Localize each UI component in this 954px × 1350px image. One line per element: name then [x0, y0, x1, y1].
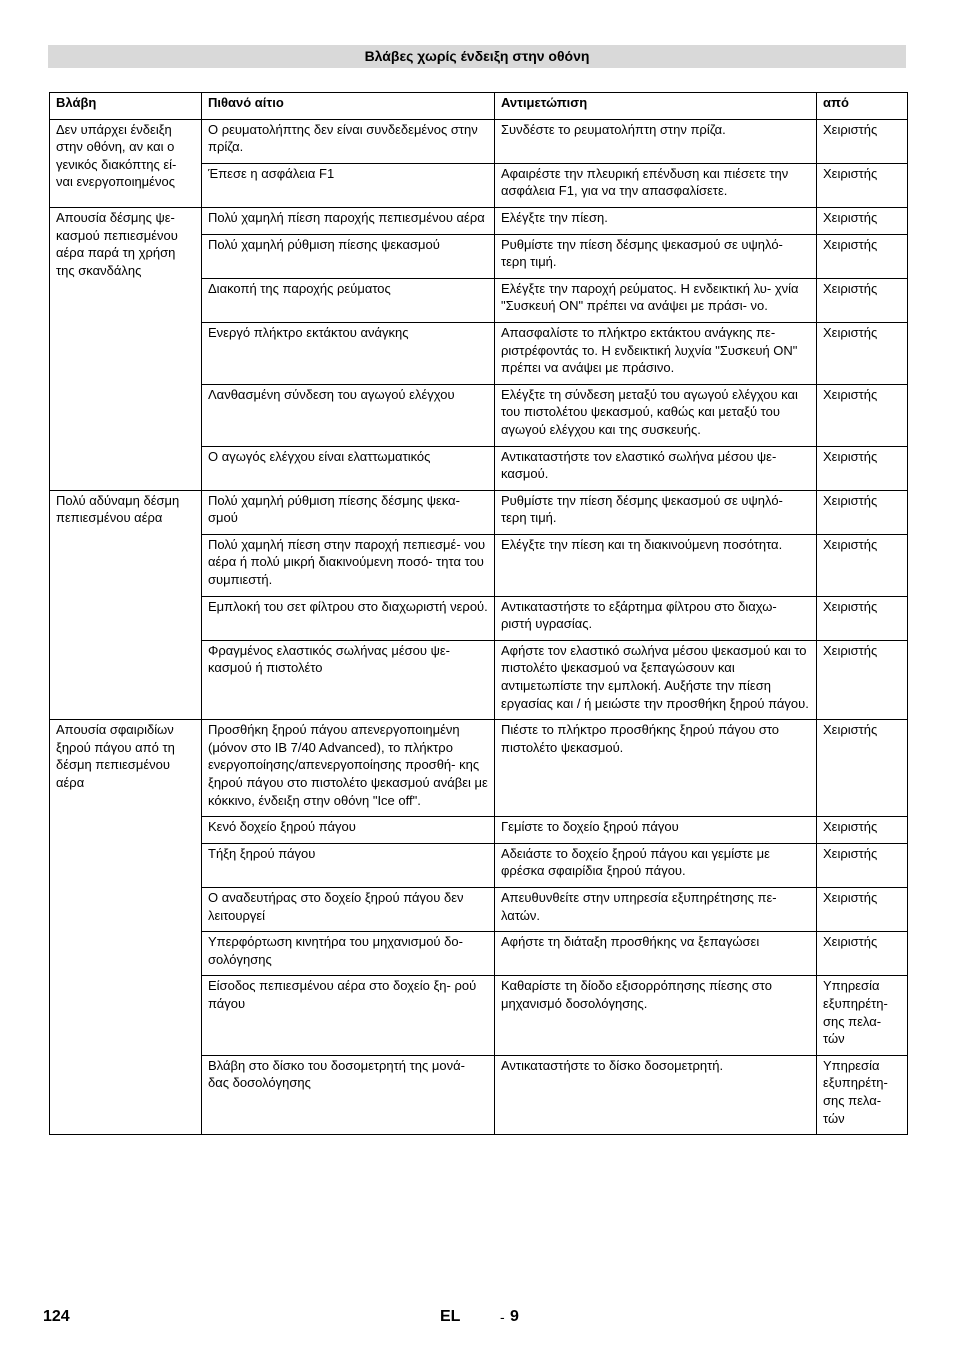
table-row	[50, 720, 908, 817]
language-code: EL	[440, 1308, 461, 1325]
cause-cell: Έπεσε η ασφάλεια F1	[202, 163, 495, 207]
remedy-cell: Πιέστε το πλήκτρο προσθήκης ξηρού πάγου στο πιστολέτο ψεκασμού.	[495, 720, 817, 817]
by-cell: Χειριστής	[817, 720, 908, 817]
by-cell: Χειριστής	[817, 446, 908, 490]
cause-cell: Διακοπή της παροχής ρεύματος	[202, 278, 495, 322]
header-cause: Πιθανό αίτιο	[202, 93, 495, 120]
table-row	[50, 119, 908, 163]
cause-cell: Κενό δοχείο ξηρού πάγου	[202, 817, 495, 844]
by-cell: Χειριστής	[817, 119, 908, 163]
cause-cell: Υπερφόρτωση κινητήρα του μηχανισμού δο- σολόγησης	[202, 932, 495, 976]
fault-cell: Δεν υπάρχει ένδειξη στην οθόνη, αν και ο γενικός διακόπτης εί- ναι ενεργοποιημένος	[50, 119, 202, 207]
remedy-cell: Γεμίστε το δοχείο ξηρού πάγου	[495, 817, 817, 844]
cause-cell: Είσοδος πεπιεσμένου αέρα στο δοχείο ξη- ρού πάγου	[202, 976, 495, 1055]
cause-cell: Βλάβη στο δίσκο του δοσομετρητή της μονά- δας δοσολόγησης	[202, 1055, 495, 1134]
fault-cell: Πολύ αδύναμη δέσμη πεπιεσμένου αέρα	[50, 490, 202, 720]
by-cell: Χειριστής	[817, 278, 908, 322]
sub-page-number: 9	[510, 1308, 519, 1325]
cause-cell: Πολύ χαμηλή πίεση παροχής πεπιεσμένου αέρα	[202, 207, 495, 234]
section-title: Βλάβες χωρίς ένδειξη στην οθόνη	[48, 45, 906, 68]
by-cell: Χειριστής	[817, 490, 908, 534]
header-by: από	[817, 93, 908, 120]
by-cell: Χειριστής	[817, 596, 908, 640]
by-cell: Χειριστής	[817, 163, 908, 207]
header-fault: Βλάβη	[50, 93, 202, 120]
remedy-cell: Ελέγξτε την πίεση και τη διακινούμενη ποσότητα.	[495, 534, 817, 596]
remedy-cell: Απασφαλίστε το πλήκτρο εκτάκτου ανάγκης πε- ριστρέφοντάς το. Η ενδεικτική λυχνία "Συσκευή ON" πρέπει να ανάψει με πράσινο.	[495, 322, 817, 384]
remedy-cell: Ελέγξτε την πίεση.	[495, 207, 817, 234]
by-cell: Χειριστής	[817, 817, 908, 844]
footer-separator: -	[500, 1309, 505, 1325]
by-cell: Χειριστής	[817, 887, 908, 931]
remedy-cell: Αφήστε τον ελαστικό σωλήνα μέσου ψεκασμού και το πιστολέτο ψεκασμού να ξεπαγώσουν και αντιμετωπίστε την εμπλοκή. Αυξήστε την πίεση εργασίας και / ή μειώστε την προσθήκη ξηρού πάγου.	[495, 640, 817, 719]
remedy-cell: Συνδέστε το ρευματολήπτη στην πρίζα.	[495, 119, 817, 163]
header-remedy: Αντιμετώπιση	[495, 93, 817, 120]
remedy-cell: Ελέγξτε τη σύνδεση μεταξύ του αγωγού ελέγχου και του πιστολέτου ψεκασμού, καθώς και μεταξύ του αγωγού ελέγχου και της συσκευής.	[495, 384, 817, 446]
cause-cell: Φραγμένος ελαστικός σωλήνας μέσου ψε- κασμού ή πιστολέτο	[202, 640, 495, 719]
by-cell: Χειριστής	[817, 843, 908, 887]
by-cell: Χειριστής	[817, 534, 908, 596]
cause-cell: Προσθήκη ξηρού πάγου απενεργοποιημένη (μόνον στο IB 7/40 Advanced), το πλήκτρο ενεργοποίησης/απενεργοποίησης προσθή- κης ξηρού πάγου στο πιστολέτο ψεκασμού ανάβει με κόκκινο, ένδειξη στην οθόνη "Ice off".	[202, 720, 495, 817]
by-cell: Χειριστής	[817, 207, 908, 234]
by-cell: Υπηρεσία εξυπηρέτη- σης πελα- τών	[817, 976, 908, 1055]
cause-cell: Εμπλοκή του σετ φίλτρου στο διαχωριστή νερού.	[202, 596, 495, 640]
cause-cell: Πολύ χαμηλή ρύθμιση πίεσης ψεκασμού	[202, 234, 495, 278]
remedy-cell: Απευθυνθείτε στην υπηρεσία εξυπηρέτησης πε- λατών.	[495, 887, 817, 931]
fault-cell: Απουσία δέσμης ψε- κασμού πεπιεσμένου αέρα παρά τη χρήση της σκανδάλης	[50, 207, 202, 490]
remedy-cell: Ρυθμίστε την πίεση δέσμης ψεκασμού σε υψηλό- τερη τιμή.	[495, 234, 817, 278]
by-cell: Υπηρεσία εξυπηρέτη- σης πελα- τών	[817, 1055, 908, 1134]
remedy-cell: Ελέγξτε την παροχή ρεύματος. Η ενδεικτική λυ- χνία "Συσκευή ON" πρέπει να ανάψει με πράσι- νο.	[495, 278, 817, 322]
fault-cell: Απουσία σφαιριδίων ξηρού πάγου από τη δέσμη πεπιεσμένου αέρα	[50, 720, 202, 1135]
by-cell: Χειριστής	[817, 384, 908, 446]
remedy-cell: Αντικαταστήστε τον ελαστικό σωλήνα μέσου ψε- κασμού.	[495, 446, 817, 490]
page-number: 124	[43, 1308, 70, 1325]
cause-cell: Λανθασμένη σύνδεση του αγωγού ελέγχου	[202, 384, 495, 446]
remedy-cell: Αφήστε τη διάταξη προσθήκης να ξεπαγώσει	[495, 932, 817, 976]
remedy-cell: Αδειάστε το δοχείο ξηρού πάγου και γεμίστε με φρέσκα σφαιρίδια ξηρού πάγου.	[495, 843, 817, 887]
table-row	[50, 490, 908, 534]
fault-table	[49, 92, 908, 1135]
cause-cell: Πολύ χαμηλή ρύθμιση πίεσης δέσμης ψεκα- σμού	[202, 490, 495, 534]
remedy-cell: Αντικαταστήστε το εξάρτημα φίλτρου στο διαχω- ριστή υγρασίας.	[495, 596, 817, 640]
cause-cell: Πολύ χαμηλή πίεση στην παροχή πεπιεσμέ- νου αέρα ή πολύ μικρή διακινούμενη ποσό- τητα του συμπιεστή.	[202, 534, 495, 596]
table-row	[50, 207, 908, 234]
by-cell: Χειριστής	[817, 234, 908, 278]
remedy-cell: Ρυθμίστε την πίεση δέσμης ψεκασμού σε υψηλό- τερη τιμή.	[495, 490, 817, 534]
remedy-cell: Αντικαταστήστε το δίσκο δοσομετρητή.	[495, 1055, 817, 1134]
cause-cell: Ο αγωγός ελέγχου είναι ελαττωματικός	[202, 446, 495, 490]
cause-cell: Τήξη ξηρού πάγου	[202, 843, 495, 887]
table-body	[50, 119, 908, 1135]
cause-cell: Ο ρευματολήπτης δεν είναι συνδεδεμένος στην πρίζα.	[202, 119, 495, 163]
remedy-cell: Καθαρίστε τη δίοδο εξισορρόπησης πίεσης στο μηχανισμό δοσολόγησης.	[495, 976, 817, 1055]
by-cell: Χειριστής	[817, 640, 908, 719]
by-cell: Χειριστής	[817, 932, 908, 976]
remedy-cell: Αφαιρέστε την πλευρική επένδυση και πιέσετε την ασφάλεια F1, για να την απασφαλίσετε.	[495, 163, 817, 207]
table-header-row	[50, 93, 908, 120]
cause-cell: Ενεργό πλήκτρο εκτάκτου ανάγκης	[202, 322, 495, 384]
cause-cell: Ο αναδευτήρας στο δοχείο ξηρού πάγου δεν λειτουργεί	[202, 887, 495, 931]
by-cell: Χειριστής	[817, 322, 908, 384]
